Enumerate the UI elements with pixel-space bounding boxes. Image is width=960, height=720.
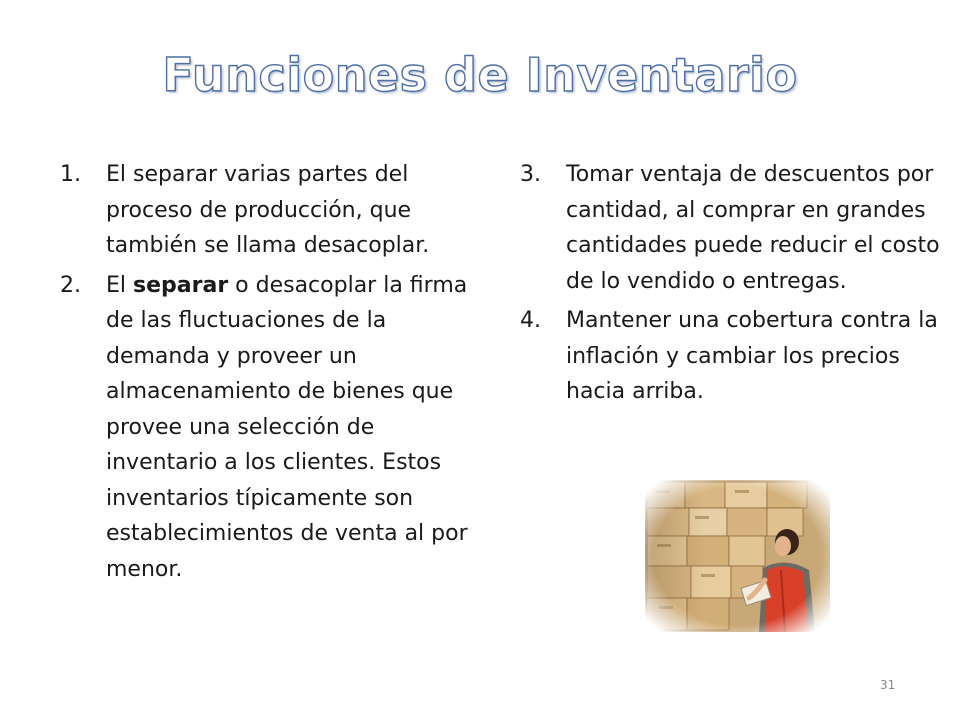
list-item	[60, 268, 480, 588]
list-item-text-start: El	[106, 272, 134, 298]
list-item-text-end: o desacoplar la firma de las fluctuaciones de la demanda y proveer un almacenamiento de bienes que provee una selección de inventario a los clientes. Estos inventarios típicamente son establecimientos de venta al por menor.	[106, 272, 468, 582]
left-column-list	[60, 157, 480, 591]
list-item-text: Tomar ventaja de descuentos por cantidad, al comprar en grandes cantidades puede reducir el costo de lo vendido o entregas.	[566, 162, 940, 294]
page-number: 31	[880, 678, 896, 692]
list-item-number: 1.	[60, 162, 81, 187]
list-item-number: 2.	[60, 272, 81, 298]
slide-title: Funciones de Inventario	[162, 48, 798, 102]
list-item	[520, 303, 950, 410]
list-item-bold-word: separar	[133, 272, 229, 298]
right-column-list	[520, 157, 950, 414]
list-item-text: Mantener una cobertura contra la inflación y cambiar los precios hacia arriba.	[566, 308, 938, 404]
list-item-text: El separar varias partes del proceso de producción, que también se llama desacoplar.	[106, 162, 430, 258]
list-item-number: 4.	[520, 308, 541, 333]
list-item	[520, 157, 950, 299]
list-item-text	[106, 273, 468, 582]
list-item	[60, 157, 480, 264]
warehouse-worker-photo	[645, 480, 830, 632]
list-item-number: 3.	[520, 162, 541, 187]
